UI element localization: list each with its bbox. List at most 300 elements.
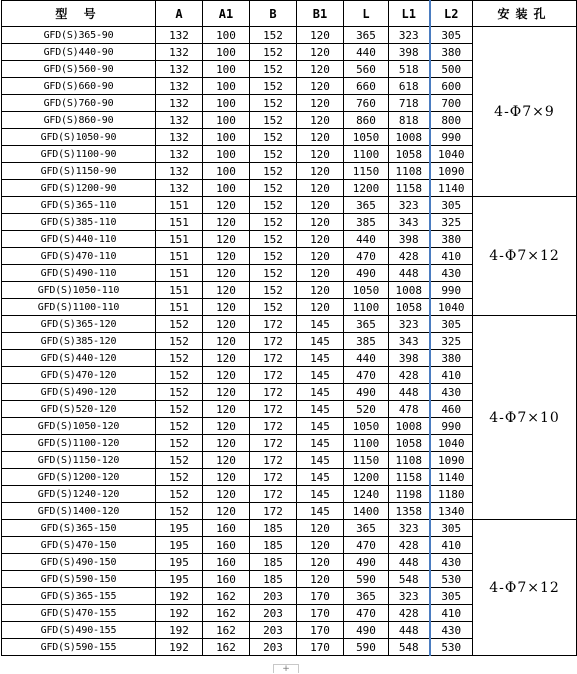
cell-model: GFD(S)365-120 (2, 316, 156, 333)
cell-l1: 1008 (389, 282, 430, 299)
cell-model: GFD(S)1050-120 (2, 418, 156, 435)
cell-a1: 120 (203, 265, 250, 282)
cell-l1: 343 (389, 214, 430, 231)
cell-l1: 718 (389, 95, 430, 112)
cell-model: GFD(S)470-155 (2, 605, 156, 622)
cell-l2: 1140 (430, 180, 473, 197)
cell-l: 365 (344, 520, 389, 537)
cell-a1: 120 (203, 452, 250, 469)
cell-l: 490 (344, 265, 389, 282)
cell-l2: 325 (430, 214, 473, 231)
cell-b: 152 (250, 129, 297, 146)
cell-l1: 428 (389, 605, 430, 622)
cell-a1: 100 (203, 78, 250, 95)
cell-a: 192 (156, 622, 203, 639)
cell-model: GFD(S)365-150 (2, 520, 156, 537)
cell-a1: 160 (203, 537, 250, 554)
cell-b: 172 (250, 452, 297, 469)
cell-b: 152 (250, 180, 297, 197)
cell-l1: 323 (389, 316, 430, 333)
cell-model: GFD(S)1050-90 (2, 129, 156, 146)
cell-model: GFD(S)560-90 (2, 61, 156, 78)
header-l1: L1 (389, 1, 430, 27)
cell-a1: 100 (203, 95, 250, 112)
cell-l1: 323 (389, 520, 430, 537)
cell-b1: 120 (297, 180, 344, 197)
cell-l2: 800 (430, 112, 473, 129)
cell-l1: 448 (389, 554, 430, 571)
cell-b1: 145 (297, 435, 344, 452)
cell-l: 365 (344, 197, 389, 214)
cell-b1: 145 (297, 316, 344, 333)
cell-l2: 380 (430, 44, 473, 61)
cell-b: 185 (250, 554, 297, 571)
cell-b: 152 (250, 61, 297, 78)
cell-a: 132 (156, 27, 203, 44)
cell-a1: 120 (203, 401, 250, 418)
cell-b1: 120 (297, 299, 344, 316)
cell-a: 152 (156, 401, 203, 418)
cell-model: GFD(S)1200-90 (2, 180, 156, 197)
cell-b: 203 (250, 622, 297, 639)
cell-l2: 305 (430, 316, 473, 333)
spec-table (1, 0, 577, 656)
cell-l1: 618 (389, 78, 430, 95)
table-row (2, 197, 577, 214)
cell-l1: 448 (389, 384, 430, 401)
cell-b1: 145 (297, 503, 344, 520)
cell-b: 203 (250, 588, 297, 605)
cell-model: GFD(S)1240-120 (2, 486, 156, 503)
cell-b: 172 (250, 418, 297, 435)
cell-a1: 160 (203, 520, 250, 537)
cell-l1: 1108 (389, 452, 430, 469)
cell-b: 172 (250, 401, 297, 418)
cell-a: 195 (156, 520, 203, 537)
cell-b1: 120 (297, 146, 344, 163)
cell-a: 152 (156, 367, 203, 384)
cell-l: 590 (344, 639, 389, 656)
cell-l: 470 (344, 248, 389, 265)
cell-l2: 990 (430, 282, 473, 299)
cell-model: GFD(S)520-120 (2, 401, 156, 418)
header-mounting-holes: 安装孔 (473, 1, 577, 27)
cell-model: GFD(S)1100-120 (2, 435, 156, 452)
cell-a: 132 (156, 180, 203, 197)
cell-l2: 410 (430, 367, 473, 384)
cell-l: 1050 (344, 418, 389, 435)
cell-l2: 700 (430, 95, 473, 112)
cell-l: 470 (344, 537, 389, 554)
cell-l: 1200 (344, 180, 389, 197)
cell-b1: 145 (297, 384, 344, 401)
cell-l2: 500 (430, 61, 473, 78)
cell-b1: 145 (297, 452, 344, 469)
cell-model: GFD(S)365-90 (2, 27, 156, 44)
cell-a1: 120 (203, 367, 250, 384)
cell-a: 151 (156, 265, 203, 282)
cell-l2: 1140 (430, 469, 473, 486)
cell-b: 152 (250, 78, 297, 95)
cell-l1: 1008 (389, 129, 430, 146)
cell-l: 365 (344, 27, 389, 44)
cell-l1: 1198 (389, 486, 430, 503)
cell-model: GFD(S)385-120 (2, 333, 156, 350)
cell-l: 385 (344, 333, 389, 350)
cell-l1: 323 (389, 197, 430, 214)
cell-l2: 380 (430, 231, 473, 248)
cell-b: 152 (250, 299, 297, 316)
table-row (2, 316, 577, 333)
page-footer-tab[interactable] (273, 664, 299, 673)
cell-a: 192 (156, 588, 203, 605)
cell-l2: 325 (430, 333, 473, 350)
add-icon[interactable]: + (282, 664, 290, 674)
cell-l2: 460 (430, 401, 473, 418)
cell-l: 660 (344, 78, 389, 95)
cell-l1: 343 (389, 333, 430, 350)
cell-l: 365 (344, 588, 389, 605)
cell-l2: 1090 (430, 452, 473, 469)
header-l: L (344, 1, 389, 27)
cell-b: 152 (250, 95, 297, 112)
cell-a: 152 (156, 384, 203, 401)
cell-l: 490 (344, 622, 389, 639)
cell-l: 520 (344, 401, 389, 418)
cell-b: 152 (250, 44, 297, 61)
cell-a1: 120 (203, 214, 250, 231)
cell-a1: 120 (203, 333, 250, 350)
cell-b1: 120 (297, 163, 344, 180)
cell-b1: 120 (297, 520, 344, 537)
header-b1: B1 (297, 1, 344, 27)
cell-model: GFD(S)490-110 (2, 265, 156, 282)
cell-a1: 100 (203, 146, 250, 163)
cell-b: 152 (250, 163, 297, 180)
cell-model: GFD(S)590-150 (2, 571, 156, 588)
cell-l: 760 (344, 95, 389, 112)
cell-a: 132 (156, 163, 203, 180)
cell-l1: 548 (389, 639, 430, 656)
cell-l: 1100 (344, 435, 389, 452)
cell-l2: 530 (430, 639, 473, 656)
cell-b1: 120 (297, 78, 344, 95)
cell-b1: 145 (297, 350, 344, 367)
cell-b1: 120 (297, 282, 344, 299)
cell-a1: 120 (203, 469, 250, 486)
cell-a: 151 (156, 248, 203, 265)
table-header (2, 1, 577, 27)
cell-model: GFD(S)860-90 (2, 112, 156, 129)
cell-l2: 530 (430, 571, 473, 588)
cell-b: 152 (250, 27, 297, 44)
cell-l1: 323 (389, 27, 430, 44)
cell-l: 490 (344, 554, 389, 571)
cell-l1: 1158 (389, 180, 430, 197)
cell-l2: 1040 (430, 146, 473, 163)
cell-l: 1240 (344, 486, 389, 503)
cell-l: 860 (344, 112, 389, 129)
cell-l: 1150 (344, 163, 389, 180)
cell-a1: 162 (203, 588, 250, 605)
cell-b1: 170 (297, 639, 344, 656)
cell-b1: 120 (297, 44, 344, 61)
cell-l2: 410 (430, 537, 473, 554)
cell-l: 560 (344, 61, 389, 78)
cell-a1: 120 (203, 418, 250, 435)
cell-a1: 100 (203, 27, 250, 44)
cell-a: 152 (156, 469, 203, 486)
cell-model: GFD(S)590-155 (2, 639, 156, 656)
cell-a1: 100 (203, 180, 250, 197)
cell-b1: 170 (297, 588, 344, 605)
cell-a1: 120 (203, 299, 250, 316)
cell-b1: 170 (297, 605, 344, 622)
cell-b1: 145 (297, 367, 344, 384)
cell-l1: 1358 (389, 503, 430, 520)
cell-model: GFD(S)385-110 (2, 214, 156, 231)
header-l2: L2 (430, 1, 473, 27)
cell-b1: 145 (297, 469, 344, 486)
cell-l2: 305 (430, 520, 473, 537)
cell-b1: 120 (297, 61, 344, 78)
cell-a1: 100 (203, 61, 250, 78)
cell-a: 132 (156, 78, 203, 95)
cell-a1: 120 (203, 503, 250, 520)
cell-a: 132 (156, 44, 203, 61)
header-row (2, 1, 577, 27)
cell-l: 1100 (344, 146, 389, 163)
cell-b: 172 (250, 367, 297, 384)
cell-model: GFD(S)470-150 (2, 537, 156, 554)
cell-a: 152 (156, 316, 203, 333)
table-body (2, 27, 577, 656)
cell-l1: 428 (389, 537, 430, 554)
cell-a: 151 (156, 231, 203, 248)
cell-b: 172 (250, 316, 297, 333)
cell-l1: 448 (389, 265, 430, 282)
cell-b: 185 (250, 520, 297, 537)
cell-l2: 305 (430, 588, 473, 605)
cell-mounting-holes: 4-Φ7×12 (473, 197, 577, 316)
cell-l2: 410 (430, 605, 473, 622)
cell-l2: 600 (430, 78, 473, 95)
cell-l: 1050 (344, 129, 389, 146)
cell-l2: 410 (430, 248, 473, 265)
table-row (2, 520, 577, 537)
cell-mounting-holes: 4-Φ7×10 (473, 316, 577, 520)
cell-l: 440 (344, 44, 389, 61)
cell-l1: 548 (389, 571, 430, 588)
cell-b: 203 (250, 639, 297, 656)
cell-a: 152 (156, 435, 203, 452)
cell-b1: 120 (297, 214, 344, 231)
cell-b1: 145 (297, 333, 344, 350)
cell-a1: 100 (203, 163, 250, 180)
cell-l1: 1058 (389, 299, 430, 316)
cell-a: 151 (156, 197, 203, 214)
cell-model: GFD(S)490-150 (2, 554, 156, 571)
cell-a1: 120 (203, 316, 250, 333)
cell-l2: 430 (430, 265, 473, 282)
cell-a1: 160 (203, 554, 250, 571)
cell-l2: 430 (430, 384, 473, 401)
cell-b: 185 (250, 571, 297, 588)
cell-l2: 380 (430, 350, 473, 367)
cell-l2: 305 (430, 197, 473, 214)
cell-model: GFD(S)1100-110 (2, 299, 156, 316)
cell-l: 1100 (344, 299, 389, 316)
cell-b: 152 (250, 265, 297, 282)
cell-b1: 120 (297, 265, 344, 282)
cell-a1: 162 (203, 605, 250, 622)
cell-l2: 1090 (430, 163, 473, 180)
cell-l: 365 (344, 316, 389, 333)
cell-l1: 398 (389, 350, 430, 367)
cell-l1: 1108 (389, 163, 430, 180)
cell-model: GFD(S)1100-90 (2, 146, 156, 163)
cell-a: 152 (156, 350, 203, 367)
cell-model: GFD(S)490-120 (2, 384, 156, 401)
cell-a: 195 (156, 571, 203, 588)
cell-b: 152 (250, 282, 297, 299)
cell-l: 470 (344, 605, 389, 622)
cell-a1: 120 (203, 231, 250, 248)
cell-l1: 518 (389, 61, 430, 78)
table-row (2, 27, 577, 44)
cell-l2: 430 (430, 622, 473, 639)
cell-a: 132 (156, 112, 203, 129)
cell-a1: 100 (203, 112, 250, 129)
cell-a: 152 (156, 486, 203, 503)
cell-b: 172 (250, 384, 297, 401)
cell-b1: 120 (297, 112, 344, 129)
cell-model: GFD(S)1200-120 (2, 469, 156, 486)
cell-a1: 120 (203, 384, 250, 401)
cell-model: GFD(S)760-90 (2, 95, 156, 112)
cell-model: GFD(S)440-120 (2, 350, 156, 367)
cell-l2: 990 (430, 129, 473, 146)
cell-b: 172 (250, 333, 297, 350)
cell-a1: 120 (203, 282, 250, 299)
cell-b: 185 (250, 537, 297, 554)
cell-a1: 120 (203, 486, 250, 503)
cell-a: 192 (156, 605, 203, 622)
cell-a1: 160 (203, 571, 250, 588)
cell-a: 195 (156, 537, 203, 554)
cell-a1: 120 (203, 435, 250, 452)
cell-model: GFD(S)490-155 (2, 622, 156, 639)
cell-l2: 990 (430, 418, 473, 435)
cell-l1: 428 (389, 248, 430, 265)
cell-model: GFD(S)440-110 (2, 231, 156, 248)
cell-mounting-holes: 4-Φ7×9 (473, 27, 577, 197)
cell-model: GFD(S)470-120 (2, 367, 156, 384)
cell-a: 151 (156, 299, 203, 316)
cell-l1: 398 (389, 44, 430, 61)
cell-a: 152 (156, 503, 203, 520)
cell-a1: 120 (203, 197, 250, 214)
cell-model: GFD(S)1400-120 (2, 503, 156, 520)
cell-l: 440 (344, 350, 389, 367)
cell-model: GFD(S)365-155 (2, 588, 156, 605)
cell-b1: 145 (297, 486, 344, 503)
cell-l: 490 (344, 384, 389, 401)
cell-a: 152 (156, 418, 203, 435)
cell-l1: 428 (389, 367, 430, 384)
cell-a1: 162 (203, 622, 250, 639)
header-b: B (250, 1, 297, 27)
cell-l1: 1158 (389, 469, 430, 486)
cell-b1: 120 (297, 571, 344, 588)
cell-a1: 162 (203, 639, 250, 656)
cell-a: 132 (156, 146, 203, 163)
cell-l2: 1040 (430, 435, 473, 452)
cell-l2: 1340 (430, 503, 473, 520)
cell-a: 132 (156, 129, 203, 146)
cell-b1: 120 (297, 554, 344, 571)
cell-l1: 323 (389, 588, 430, 605)
cell-b: 152 (250, 231, 297, 248)
cell-b1: 145 (297, 401, 344, 418)
cell-a: 152 (156, 333, 203, 350)
cell-b1: 120 (297, 129, 344, 146)
cell-l1: 1058 (389, 146, 430, 163)
cell-b: 203 (250, 605, 297, 622)
cell-l2: 1180 (430, 486, 473, 503)
cell-model: GFD(S)1150-120 (2, 452, 156, 469)
cell-model: GFD(S)440-90 (2, 44, 156, 61)
cell-b1: 120 (297, 248, 344, 265)
cell-b1: 120 (297, 27, 344, 44)
cell-l: 385 (344, 214, 389, 231)
cell-a1: 120 (203, 350, 250, 367)
cell-l: 1400 (344, 503, 389, 520)
cell-l1: 1058 (389, 435, 430, 452)
cell-l1: 1008 (389, 418, 430, 435)
cell-a: 195 (156, 554, 203, 571)
cell-l: 590 (344, 571, 389, 588)
cell-b1: 120 (297, 95, 344, 112)
cell-l2: 430 (430, 554, 473, 571)
cell-b1: 120 (297, 231, 344, 248)
cell-l2: 305 (430, 27, 473, 44)
cell-a: 192 (156, 639, 203, 656)
cell-model: GFD(S)1050-110 (2, 282, 156, 299)
cell-mounting-holes: 4-Φ7×12 (473, 520, 577, 656)
cell-a: 132 (156, 95, 203, 112)
cell-a: 151 (156, 282, 203, 299)
cell-a1: 100 (203, 44, 250, 61)
cell-model: GFD(S)365-110 (2, 197, 156, 214)
cell-b: 172 (250, 469, 297, 486)
cell-l: 470 (344, 367, 389, 384)
cell-b: 172 (250, 350, 297, 367)
cell-l: 1150 (344, 452, 389, 469)
cell-b: 172 (250, 435, 297, 452)
cell-b1: 120 (297, 537, 344, 554)
header-a1: A1 (203, 1, 250, 27)
cell-l: 1050 (344, 282, 389, 299)
cell-a1: 100 (203, 129, 250, 146)
cell-b: 172 (250, 486, 297, 503)
cell-a1: 120 (203, 248, 250, 265)
cell-b: 152 (250, 248, 297, 265)
cell-l: 440 (344, 231, 389, 248)
cell-b: 152 (250, 214, 297, 231)
cell-b: 152 (250, 146, 297, 163)
cell-b1: 170 (297, 622, 344, 639)
